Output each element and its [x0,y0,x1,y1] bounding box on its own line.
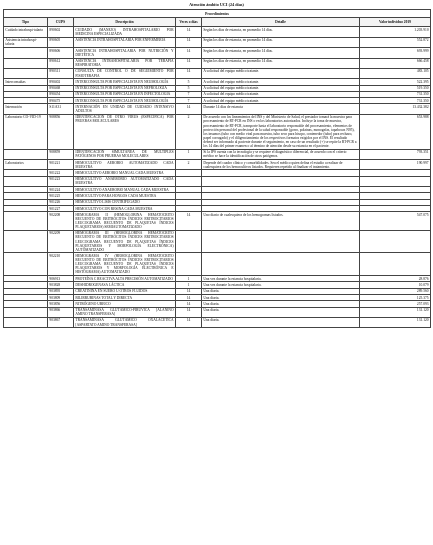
tipo-cell [4,68,48,78]
veces-cell: 1 [176,282,202,288]
detail-cell: A solicitud del equipo médico tratante. [202,85,360,91]
description-cell: HEMOCULTIVO AEROBIO AUTOMATIZADO CADA MUESTRA [75,160,174,169]
cups-cell: 901225 [48,193,74,199]
tipo-cell: Cuidado intrahospi-talario [4,27,48,37]
detail-cell: De acuerdo con los lineamientos del INS y del Ministerio de Salud, el prestador tomará la muestra para procesamiento de RT-PCR en INS o en los laboratorios autorizados. Incluye la toma de muestra, procesamiento de RT-PCR, transporte hasta el laboratorio responsable del procesamiento, elementos de protección personal del profesional de la salud responsable (gorro, polainas, monogafas, tapabocas N95), los insumos (tubo con medio viral para muestra, tubo seco para hisopo, contenedor (tubo) para rechazo, papel corrugado) y el diligenciamiento de los respectivos formatos exigidos por el INS. El resultado deberá ser informado al paciente durante el seguimiento, en caso de un resultado (+) se repite la RT-PCR a los 14 días del primer examen o al término de atención desde su estancia en el paciente. [202,114,360,149]
tipo-cell: Laboratorios [4,160,48,170]
valor-cell [360,230,431,253]
tipo-cell: Internación [4,104,48,114]
cups-cell: 901227 [48,205,74,211]
detail-cell: Una diaria. [202,301,360,307]
description-cell: HEMOGRAMA IV (HEMOGLOBINA HEMATOCRITO RECUENTO DE ERITROCITOS ÍNDICES ERITROCITARIOS LEUCOGRAMA RECUENTO DE PLAQUETAS ÍNDICES PLAQUETARIOS Y MORFOLOGÍA ELECTRÓNICA E HISTOGRAMA) AUTOMATIZADO [75,254,174,275]
table-title: Atención ámbito UCI (24 días) [189,2,244,7]
cups-cell: 906913 [48,276,74,282]
description-cell: NITRÓGENO UREICO [74,301,176,307]
cups-cell: 901226 [48,199,74,205]
veces-cell [176,230,202,253]
detail-cell: Según los días de estancia, en promedio 14 días. [202,48,360,58]
veces-cell [176,176,202,186]
cups-cell: 902210 [48,253,74,276]
valor-cell: 519.350 [360,85,431,91]
header-descripcion: Descripción [74,18,176,27]
cups-cell: 903828 [48,282,74,288]
description-cell: HEMOCULTIVO CON RESINA CADA MUESTRA [74,205,176,211]
cups-cell: 903856 [48,301,74,307]
veces-cell: 14 [176,37,202,47]
cups-cell: 901222 [48,170,74,176]
tipo-cell [4,317,48,327]
table-body [4,27,431,328]
valor-cell: 131.120 [360,307,431,317]
detail-cell: Según los días de estancia, en promedio 14 días. [202,27,360,37]
valor-cell: 289.560 [360,288,431,294]
description-cell: IDENTIFICACIÓN DE OTRO VIRUS (ESPECIFICA) POR PRUEBAS MOLECULARES [74,114,176,149]
detail-cell: Uno diario de cualesquiera de los hemogramas listados. [202,212,360,231]
description-cell: TRANSAMINASA GLUTÁMICO-PIRÚVICA [ALANINO AMINO TRANSFERASA] [75,308,174,317]
header-detalle: Detalle [202,18,360,27]
tipo-cell [4,253,48,276]
cups-cell: 903809 [48,294,74,300]
header-veces: Veces o días [176,18,202,27]
tipo-cell: Interconsultas [4,79,48,85]
cups-cell: 903895 [48,288,74,294]
tipo-cell: Laboratorio CO-VID-19 [4,114,48,149]
detail-cell: Una diaria. [202,307,360,317]
description-cell: TRANSAMINASA GLUTÁMICO OXALACÉTICA [ASPARTATO AMINO TRANSFERASA] [75,318,174,327]
tipo-cell [4,212,48,231]
veces-cell: 14 [176,307,202,317]
tipo-cell [4,149,48,159]
description-cell: HEMOGRAMA II (HEMOGLOBINA HEMATOCRITO RECUENTO DE ERITROCITOS ÍNDICES ERITROCITARIOS LEUCOGRAMA RECUENTO DE PLAQUETAS ÍNDICES PLAQUETARIOS) SEMIAUTOMATIZADO [75,212,174,230]
description-cell: HEMOCULTIVO ANAEROBIO MANUAL CADA MUESTRA [74,187,176,193]
veces-cell: 14 [176,48,202,58]
description-cell: INTERCONSULTA POR ESPECIALISTA EN NEUMOLOGÍA [74,98,176,104]
table-row [4,230,431,253]
veces-cell: 14 [176,301,202,307]
detail-cell: Una diaria. [202,294,360,300]
detail-cell: Si la IPS cuenta con la tecnología y se requiere el diagnóstico diferencial, de acuerdo con el criterio médico se hace la identificación de otros patógenos. [202,149,360,159]
detail-cell: Durante 14 días de estancia [202,104,360,114]
veces-cell: 14 [176,294,202,300]
cups-cell: 890602 [48,27,74,37]
description-cell: ASISTENCIA INTRAHOSPITALARIA POR TERAPIA RESPIRATORIA [75,59,174,68]
detail-cell: Una vez durante la estancia hospitalaria. [202,276,360,282]
cups-cell: 901224 [48,187,74,193]
valor-cell: 13.432.382 [360,104,431,114]
valor-cell: 125.375 [360,294,431,300]
valor-cell: 552.872 [360,37,431,47]
cups-cell: 908856 [48,114,74,149]
description-cell: HEMOGRAMA III (HEMOGLOBINA HEMATOCRITO RECUENTO DE ERITROCITOS ÍNDICES ERITROCITARIOS LEUCOGRAMA RECUENTO DE PLAQUETAS ÍNDICES PLAQUETARIOS Y MORFOLOGÍA ELECTRÓNICA) AUTOMATIZADO [75,231,174,252]
table-row [4,104,431,114]
description-cell: CONSULTA DE CONTROL O DE SEGUIMIENTO POR FISIOTERAPIA [75,69,174,78]
detail-cell: A solicitud del equipo médico tratante. [202,98,360,104]
section-header: Procedimientos [4,10,431,18]
cups-cell: 890468 [48,85,74,91]
table-row [4,68,431,78]
detail-cell: Una diaria. [202,288,360,294]
table-row [4,58,431,68]
table-row [4,160,431,170]
description-cell: HEMOCULTIVO AEROBIO MANUAL CADA MUESTRA [74,170,176,176]
cups-cell: 903866 [48,307,74,317]
tipo-cell [4,307,48,317]
cups-cell: S11A31 [48,104,74,114]
cups-cell: 890402 [48,79,74,85]
header-valor: Valor individuo 2019 [360,18,431,27]
valor-cell: 257.093 [360,301,431,307]
detail-cell: A solicitud del equipo médico tratante. [202,91,360,97]
detail-cell: Una vez durante la estancia hospitalaria. [202,282,360,288]
valor-cell: 483.105 [360,68,431,78]
tipo-cell [4,58,48,68]
valor-cell: 731.350 [360,91,431,97]
valor-cell: 547.075 [360,212,431,231]
detail-cell: Según los días de estancia, en promedio 14 días. [202,58,360,68]
veces-cell: 14 [176,58,202,68]
table-row [4,176,431,186]
detail-cell: A solicitud del equipo médico tratante. [202,79,360,85]
detail-cell: Depende del cuadro clínico y comorbilidades. Sea el médico quien defina el estudio a realizar de cualesquiera de los hemocultivos listados. Requieren repetido al finalizar el tratamiento. [202,160,360,170]
procedures-table [3,9,431,328]
valor-cell: 522.395 [360,79,431,85]
detail-cell [202,253,360,276]
valor-cell [360,253,431,276]
tipo-cell: Asistencia intrahospi-talaria [4,37,48,47]
valor-cell: 131.120 [360,317,431,327]
valor-cell: 693.999 [360,48,431,58]
tipo-cell [4,230,48,253]
cups-cell: 890475 [48,98,74,104]
veces-cell: 5 [176,85,202,91]
valor-cell: 666.458 [360,58,431,68]
table-row [4,212,431,231]
cups-cell: 903867 [48,317,74,327]
detail-cell [202,230,360,253]
description-cell: INTERNACIÓN EN UNIDAD DE CUIDADO INTENSIVO ADULTOS [75,104,174,114]
cups-cell: 902209 [48,230,74,253]
veces-cell: 14 [176,288,202,294]
veces-cell: 1 [176,276,202,282]
description-cell: PROTEÍNA C REACTIVA ALTA PRECISIÓN AUTOMATIZADO [74,276,176,282]
veces-cell: 7 [176,98,202,104]
detail-cell [202,176,360,186]
description-cell: BILIRRUBINAS TOTAL Y DIRECTA [74,294,176,300]
veces-cell: 2 [176,114,202,149]
header-tipo: Tipo [4,18,48,27]
valor-cell: 10.079 [360,282,431,288]
description-cell: INTERCONSULTA POR ESPECIALISTA EN NEUMOLOGÍA [74,79,176,85]
veces-cell: 14 [176,212,202,231]
veces-cell [176,253,202,276]
valor-cell: 653.988 [360,114,431,149]
cups-cell: 890605 [48,37,74,47]
table-row [4,114,431,149]
veces-cell: 14 [176,68,202,78]
table-row [4,48,431,58]
description-cell: HEMOCULTIVO PARA HONGOS CADA MUESTRA [74,193,176,199]
veces-cell: 7 [176,91,202,97]
description-cell: IDENTIFICACIÓN SIMULTÁNEA DE MÚLTIPLES PATÓGENOS POR PRUEBAS MOLECULARES [75,150,174,159]
valor-cell: 793.351 [360,149,431,159]
detail-cell: Una diaria. [202,317,360,327]
valor-cell: 1.203.910 [360,27,431,37]
description-cell: INTERCONSULTA POR ESPECIALISTA EN NEFROLOGÍA [74,85,176,91]
veces-cell: 1 [176,149,202,159]
veces-cell: 14 [176,317,202,327]
valor-cell: 731.350 [360,98,431,104]
description-cell: HEMOCULTIVO ANAEROBIO AUTOMATIZADO CADA MUESTRA [75,177,174,186]
tipo-cell [4,48,48,58]
tipo-cell [4,176,48,186]
description-cell: DESHIDROGENASA LÁCTICA [74,282,176,288]
description-cell: CREATININA EN SUERO U OTROS FLUIDOS [74,288,176,294]
veces-cell: 2 [176,160,202,170]
cups-cell: 908859 [48,149,74,159]
description-cell: INTERCONSULTA POR ESPECIALISTA EN INFECTOLOGÍA [74,91,176,97]
detail-cell: Según los días de estancia, en promedio 14 días. [202,37,360,47]
cups-cell: 901223 [48,176,74,186]
table-row [4,253,431,276]
detail-cell: A solicitud del equipo médico tratante. [202,68,360,78]
cups-cell: 890311 [48,68,74,78]
table-row [4,27,431,37]
valor-cell [360,176,431,186]
valor-cell: 190.997 [360,160,431,170]
cups-cell: 901221 [48,160,74,170]
description-cell: ASISTENCIA INTRAHOSPITALARIA POR NUTRICIÓN Y DIETÉTICA [75,48,174,57]
table-row [4,149,431,159]
veces-cell: 5 [176,79,202,85]
cups-cell: 890612 [48,58,74,68]
description-cell: CUIDADO (MANEJO) INTRAHOSPITALARIO POR MEDICINA ESPECIALIZADA [75,27,174,37]
cups-cell: 890606 [48,48,74,58]
description-cell: HEMOCULTIVO LISIS CENTRIFUGADO [74,199,176,205]
table-row [4,37,431,47]
header-cups: CUPS [48,18,74,27]
cups-cell: 890454 [48,91,74,97]
table-row [4,307,431,317]
cups-cell: 902208 [48,212,74,231]
description-cell: ASISTENCIA INTRAHOSPITALARIA POR ENFERMERÍA [74,37,176,47]
valor-cell: 28.876 [360,276,431,282]
veces-cell: 14 [176,104,202,114]
veces-cell: 14 [176,27,202,37]
table-row [4,317,431,327]
